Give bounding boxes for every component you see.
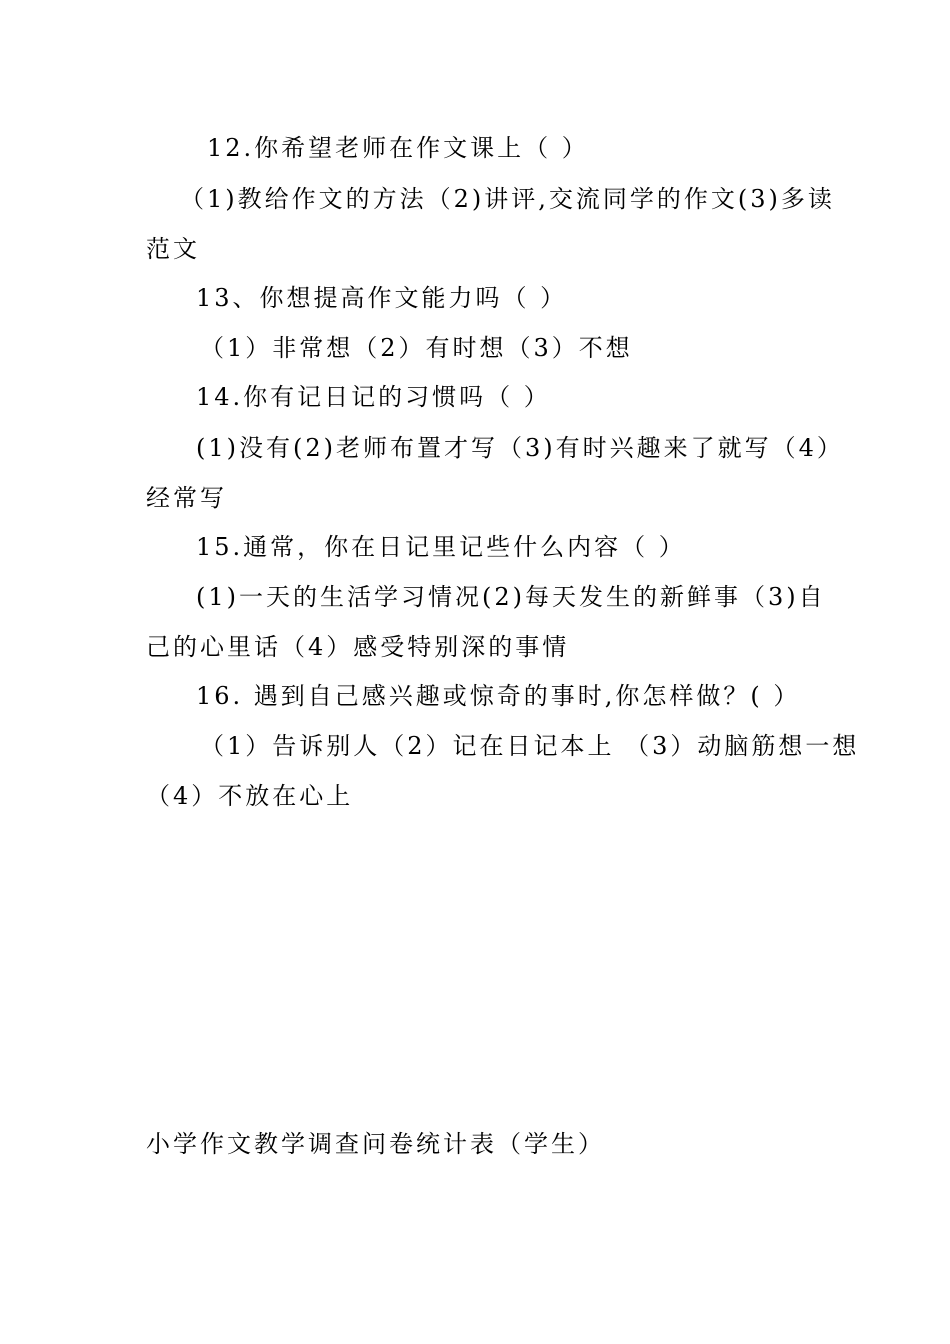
question-16-options-continued: （4）不放在心上	[146, 782, 354, 810]
question-14: 14.你有记日记的习惯吗（ ）	[196, 383, 551, 411]
question-15-options: (1)一天的生活学习情况(2)每天发生的新鲜事（3)自	[196, 583, 826, 611]
question-16: 16. 遇到自己感兴趣或惊奇的事时,你怎样做？( ）	[196, 682, 801, 710]
question-13-options: （1）非常想（2）有时想（3）不想	[200, 334, 633, 362]
question-13: 13、你想提高作文能力吗（ ）	[196, 284, 568, 312]
question-16-options: （1）告诉别人（2）记在日记本上 （3）动脑筋想一想	[200, 732, 860, 760]
question-12: 12.你希望老师在作文课上（ ）	[207, 134, 589, 162]
question-14-options-continued: 经常写	[146, 484, 227, 512]
question-12-options: （1)教给作文的方法（2)讲评,交流同学的作文(3)多读	[180, 185, 835, 213]
question-14-options: (1)没有(2)老师布置才写（3)有时兴趣来了就写（4）	[196, 434, 844, 462]
question-15: 15.通常，你在日记里记些什么内容（ ）	[196, 533, 686, 561]
table-title: 小学作文教学调查问卷统计表（学生）	[146, 1130, 605, 1158]
question-12-options-continued: 范文	[146, 235, 200, 263]
question-15-options-continued: 己的心里话（4）感受特别深的事情	[146, 633, 570, 661]
